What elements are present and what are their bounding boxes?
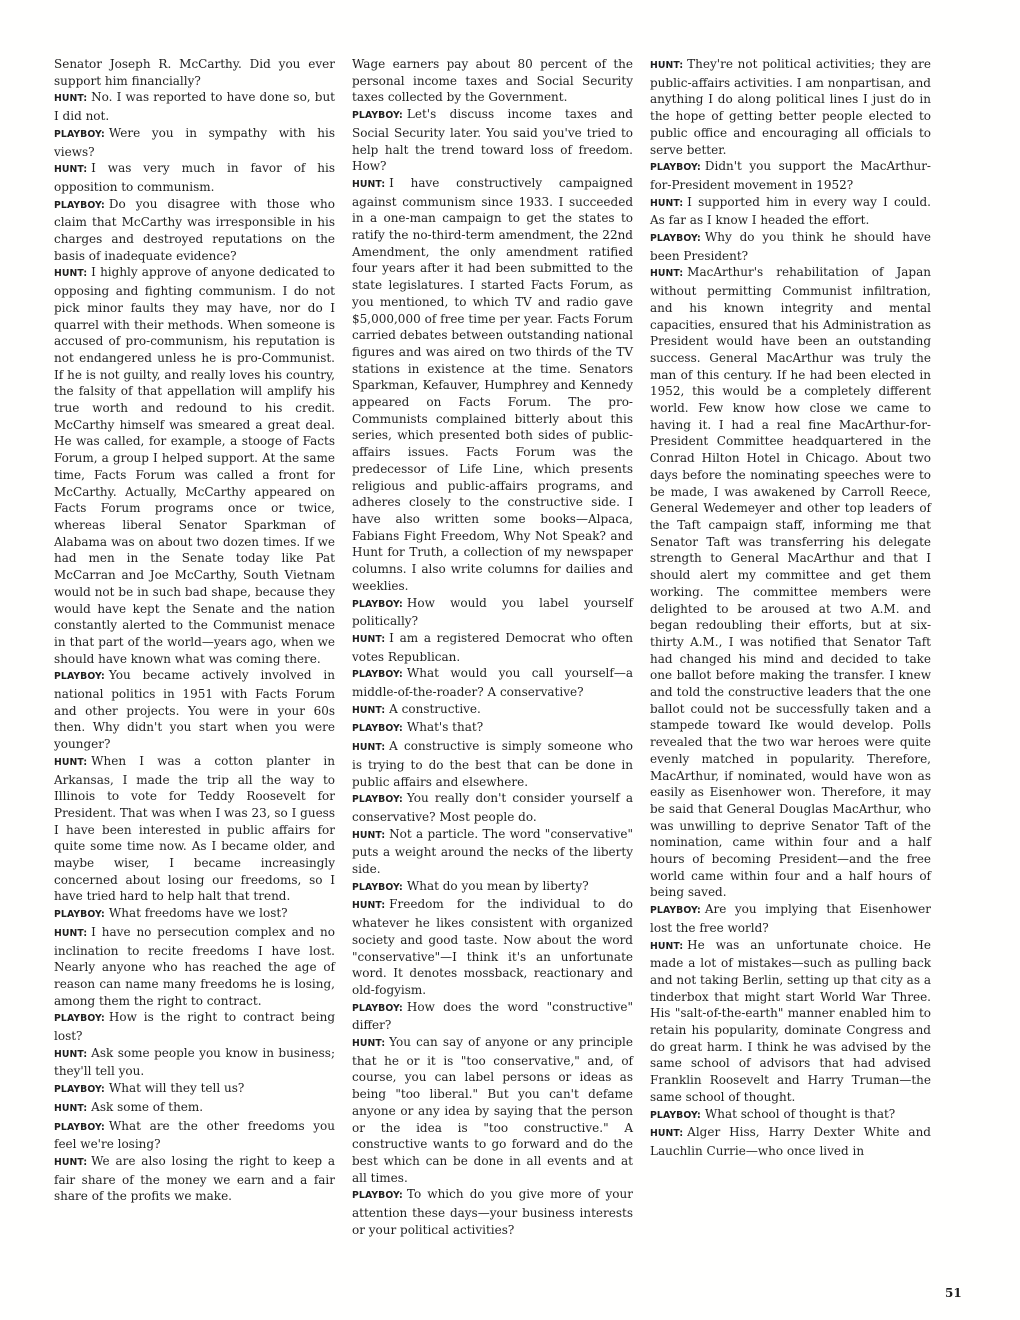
- interview-paragraph: [352, 999, 633, 1034]
- interview-paragraph: [54, 753, 335, 905]
- speaker-label: HUNT:: [352, 178, 386, 190]
- paragraph-text: How is the right to contract being lost?: [54, 1010, 335, 1044]
- interview-paragraph: [650, 264, 931, 901]
- speaker-label: PLAYBOY:: [352, 1002, 403, 1014]
- speaker-label: PLAYBOY:: [650, 162, 701, 174]
- speaker-label: PLAYBOY:: [54, 1121, 105, 1133]
- speaker-label: HUNT:: [352, 633, 386, 645]
- paragraph-text: Do you disagree with those who claim that McCarthy was irresponsible in his charges and destroyed reputations on the basis of inadequate evidence?: [54, 196, 335, 263]
- interview-paragraph: [650, 901, 931, 936]
- speaker-label: PLAYBOY:: [352, 881, 403, 893]
- speaker-label: HUNT:: [650, 268, 684, 280]
- paragraph-text: I was very much in favor of his opposition to communism.: [54, 161, 335, 194]
- speaker-label: PLAYBOY:: [54, 128, 105, 140]
- paragraph-text: Let's discuss income taxes and Social Security later. You said you've tried to help halt the trend toward loss of freedom. How?: [352, 107, 633, 174]
- paragraph-text: What freedoms have we lost?: [108, 906, 288, 921]
- interview-paragraph: [54, 56, 335, 89]
- speaker-label: PLAYBOY:: [54, 671, 105, 683]
- paragraph-text: Wage earners pay about 80 percent of the personal income taxes and Social Security taxes collected by the Government.: [352, 57, 633, 105]
- interview-paragraph: [54, 1118, 335, 1153]
- speaker-label: HUNT:: [352, 829, 386, 841]
- paragraph-text: Are you implying that Eisenhower lost the free world?: [650, 902, 931, 935]
- paragraph-text: How does the word "constructive" differ?: [352, 999, 633, 1033]
- paragraph-text: What's that?: [406, 720, 484, 735]
- speaker-label: PLAYBOY:: [54, 909, 105, 921]
- paragraph-text: Freedom for the individual to do whatever he likes consistent with organized society and good taste. Now about the word "conservative"—I think it's an unfortunate word. It denotes mossback, reactionary and old-fogyism.: [352, 897, 633, 997]
- paragraph-text: A constructive is simply someone who is trying to do the best that can be done in public affairs and elsewhere.: [352, 739, 633, 789]
- speaker-label: PLAYBOY:: [352, 723, 403, 735]
- paragraph-text: To which do you give more of your attention these days—your business interests or your political activities?: [352, 1187, 633, 1237]
- interview-paragraph: [352, 175, 633, 595]
- paragraph-text: Alger Hiss, Harry Dexter White and Lauchlin Currie—who once lived in: [650, 1125, 931, 1158]
- paragraph-text: What would you call yourself—a middle-of-the-roader? A conservative?: [352, 666, 633, 700]
- paragraph-text: What do you mean by liberty?: [406, 878, 589, 893]
- interview-paragraph: [650, 1124, 931, 1159]
- speaker-label: PLAYBOY:: [352, 110, 403, 122]
- paragraph-text: You really don't consider yourself a conservative? Most people do.: [352, 791, 633, 824]
- interview-paragraph: [352, 595, 633, 630]
- interview-paragraph: [54, 264, 335, 667]
- paragraph-text: Not a particle. The word "conservative" puts a weight around the necks of the liberty side.: [352, 826, 633, 877]
- interview-paragraph: [352, 790, 633, 825]
- paragraph-text: We are also losing the right to keep a fair share of the money we earn and a fair share of the profits we make.: [54, 1154, 335, 1204]
- speaker-label: HUNT:: [352, 704, 386, 716]
- interview-paragraph: [650, 56, 931, 158]
- paragraph-text: You can say of anyone or any principle that he or it is "too conservative," and, of course, you can label persons or ideas as being "too liberal." But you can't defame anyone or any idea by saying that the person or the idea is "too constructive." A constructive wants to go forward and do the best which can be done in all events and at all times.: [352, 1035, 633, 1185]
- column-right: [650, 56, 931, 1160]
- interview-paragraph: [54, 125, 335, 160]
- speaker-label: HUNT:: [352, 1038, 386, 1050]
- speaker-label: HUNT:: [650, 940, 684, 952]
- paragraph-text: Were you in sympathy with his views?: [54, 125, 335, 159]
- interview-paragraph: [54, 196, 335, 265]
- speaker-label: HUNT:: [650, 1128, 684, 1140]
- speaker-label: HUNT:: [54, 927, 88, 939]
- paragraph-text: No. I was reported to have done so, but I did not.: [54, 90, 335, 124]
- interview-paragraph: [352, 1034, 633, 1186]
- interview-paragraph: [352, 106, 633, 175]
- paragraph-text: I have no persecution complex and no inclination to recite freedoms I have lost. Nearly anyone who has reached the age of reason can name many freedoms he is losing, among them the right to contract.: [54, 924, 335, 1008]
- paragraph-text: He was an unfortunate choice. He made a lot of mistakes—such as pulling back and not taking Berlin, setting up that city as a tinderbox that might start World War Three. His "salt-of-the-earth" manner enabled him to retain his popularity, dominate Congress and do great harm. I think he was advised by the same school of advisors that had advised Franklin Roosevelt and Harry Truman—the same school of thought.: [650, 937, 931, 1104]
- column-left: [54, 56, 335, 1205]
- interview-paragraph: [650, 937, 931, 1106]
- interview-paragraph: [650, 158, 931, 193]
- speaker-label: HUNT:: [54, 1157, 88, 1168]
- interview-paragraph: [352, 878, 633, 897]
- paragraph-text: What school of thought is that?: [704, 1106, 896, 1121]
- page-number: 51: [945, 1286, 962, 1300]
- interview-paragraph: [54, 667, 335, 753]
- paragraph-text: I am a registered Democrat who often votes Republican.: [352, 630, 633, 664]
- interview-paragraph: [54, 1080, 335, 1099]
- paragraph-text: They're not political activities; they are public-affairs activities. I am nonpartisan, and anything I do along political lines I just do in the hope of getting better people elected to public office and encouraging all officials to serve better.: [650, 57, 931, 157]
- interview-paragraph: [352, 665, 633, 700]
- paragraph-text: Ask some of them.: [91, 1099, 204, 1114]
- speaker-label: HUNT:: [352, 900, 386, 912]
- speaker-label: PLAYBOY:: [54, 1084, 105, 1096]
- paragraph-text: Why do you think he should have been President?: [650, 230, 931, 263]
- interview-paragraph: [54, 1045, 335, 1080]
- interview-paragraph: [352, 738, 633, 790]
- interview-paragraph: [54, 905, 335, 924]
- speaker-label: PLAYBOY:: [352, 598, 403, 610]
- interview-paragraph: [352, 826, 633, 878]
- interview-paragraph: [352, 719, 633, 738]
- speaker-label: HUNT:: [54, 164, 88, 176]
- paragraph-text: MacArthur's rehabilitation of Japan without permitting Communist infiltration, and his known integrity and mental capacities, ensured that his Administration as President would have been an outstanding success. General MacArthur was truly the man of this century. If he had been elected in 1952, this would be a completely different world. Few know how close we came to having it. I had a real fine MacArthur-for-President Committee headquartered in the Conrad Hilton Hotel in Chicago. About two days before the nominating speeches were to be made, I was awakened by Carroll Reece, General Wedemeyer and other top leaders of the Taft campaign staff, informing me that Senator Taft was transferring his delegate strength to General MacArthur and that I should alert my committee and get them working. The committee members were delighted to be aroused at two A.M. and began redoubling their efforts, but at six-thirty A.M., I was notified that Senator Taft had changed his mind and decided to take one ballot before making the transfer. I knew and told the constructive leaders that the one ballot could not be successfully taken and a stampede toward Ike would develop. Polls revealed that the two war heroes were quite evenly matched in popularity. Therefore, MacArthur, if nominated, would have won as easily as Eisenhower won. Therefore, it may be said that General Douglas MacArthur, who was unwilling to deprive Senator Taft of the nomination, came within four and a half hours of becoming President—and the free world came within four and a half hours of being saved.: [650, 265, 931, 900]
- interview-paragraph: [352, 701, 633, 720]
- speaker-label: HUNT:: [54, 1048, 88, 1060]
- paragraph-text: What will they tell us?: [108, 1081, 245, 1096]
- speaker-label: PLAYBOY:: [650, 1109, 701, 1121]
- interview-paragraph: [54, 1009, 335, 1044]
- interview-paragraph: [650, 229, 931, 264]
- interview-paragraph: [352, 896, 633, 998]
- interview-paragraph: [352, 1186, 633, 1238]
- paragraph-text: What are the other freedoms you feel we're losing?: [54, 1118, 335, 1152]
- paragraph-text: Senator Joseph R. McCarthy. Did you ever support him financially?: [54, 57, 335, 88]
- speaker-label: HUNT:: [650, 60, 684, 71]
- speaker-label: HUNT:: [54, 756, 88, 768]
- interview-paragraph: [352, 56, 633, 106]
- interview-paragraph: [54, 1153, 335, 1205]
- paragraph-text: When I was a cotton planter in Arkansas, I made the trip all the way to Illinois to vote for Teddy Roosevelt for President. That was when I was 23, so I guess I have been interested in public affairs for quite some time now. As I became older, and maybe wiser, I became increasingly concerned about losing our freedoms, so I have tried hard to help halt that trend.: [54, 753, 335, 904]
- paragraph-text: How would you label yourself politically?: [352, 595, 633, 629]
- speaker-label: HUNT:: [352, 742, 386, 754]
- speaker-label: PLAYBOY:: [650, 233, 701, 245]
- interview-paragraph: [54, 924, 335, 1010]
- speaker-label: HUNT:: [54, 268, 88, 280]
- interview-paragraph: [650, 194, 931, 229]
- speaker-label: PLAYBOY:: [352, 669, 403, 681]
- column-middle: [352, 56, 633, 1239]
- speaker-label: HUNT:: [650, 197, 684, 209]
- speaker-label: PLAYBOY:: [352, 794, 403, 806]
- paragraph-text: Didn't you support the MacArthur-for-President movement in 1952?: [650, 159, 931, 192]
- interview-paragraph: [54, 89, 335, 124]
- interview-paragraph: [54, 1099, 335, 1118]
- paragraph-text: You became actively involved in national politics in 1951 with Facts Forum and other projects. You were in your 60s then. Why didn't you start when you were younger?: [54, 668, 335, 752]
- paragraph-text: I supported him in every way I could. As far as I know I headed the effort.: [650, 194, 931, 228]
- speaker-label: HUNT:: [54, 93, 88, 105]
- paragraph-text: Ask some people you know in business; they'll tell you.: [54, 1045, 335, 1079]
- speaker-label: PLAYBOY:: [352, 1190, 403, 1202]
- speaker-label: HUNT:: [54, 1102, 88, 1114]
- interview-paragraph: [54, 160, 335, 195]
- interview-paragraph: [352, 630, 633, 665]
- speaker-label: PLAYBOY:: [650, 905, 701, 917]
- interview-paragraph: [650, 1106, 931, 1125]
- speaker-label: PLAYBOY:: [54, 1013, 105, 1025]
- paragraph-text: A constructive.: [389, 701, 481, 716]
- speaker-label: PLAYBOY:: [54, 199, 105, 211]
- paragraph-text: I have constructively campaigned against communism since 1933. I succeeded in a one-man campaign to get the states to ratify the no-third-term amendment, the 22nd Amendment, the only amendment ratified four years after it had been submitted to the state legislatures. I started Facts Forum, as you mentioned, to which TV and radio gave $5,000,000 of free time per year. Facts Forum carried debates between outstanding national figures and was aired on two thirds of the TV stations in existence at the time. Senators Sparkman, Kefauver, Humphrey and Kennedy appeared on Facts Forum. The pro-Communists complained bitterly about this series, which presented both sides of public-affairs issues. Facts Forum was the predecessor of Life Line, which presents religious and public-affairs programs, and adheres closely to the constructive side. I have also written some books—Alpaca, Fabians Fight Freedom, Why Not Speak? and Hunt for Truth, a collection of my newspaper columns. I also write columns for dailies and weeklies.: [352, 175, 633, 593]
- paragraph-text: I highly approve of anyone dedicated to opposing and fighting communism. I do not pick minor faults they may have, nor do I quarrel with their methods. When someone is accused of pro-communism, his reputation is not endangered unless he is pro-Communist. If he is not guilty, and really loves his country, the falsity of that appellation will amplify his true worth and redound to his credit. McCarthy himself was smeared a great deal. He was called, for example, a stooge of Facts Forum, a group I helped support. At the same time, Facts Forum was called a front for McCarthy. Actually, McCarthy appeared on Facts Forum programs once or twice, whereas liberal Senator Sparkman of Alabama was on about two dozen times. If we had men in the Senate today like Pat McCarran and Joe McCarthy, South Vietnam would not be in such bad shape, because they would have kept the Senate and the nation constantly alerted to the Communist menace in that part of the world—years ago, when we should have known what was coming there.: [54, 265, 335, 666]
